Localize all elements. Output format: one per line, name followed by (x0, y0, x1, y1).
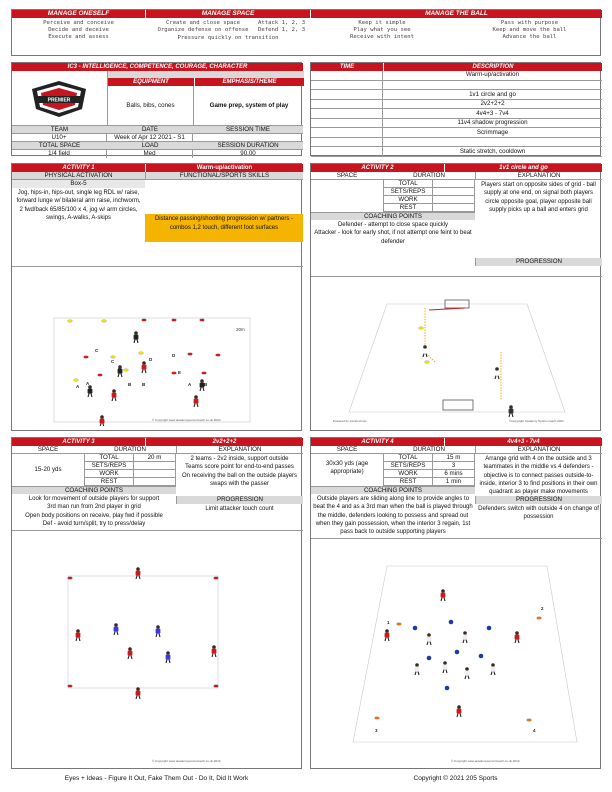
schedule-row (311, 100, 602, 110)
duration-row-value: 1 min (433, 478, 475, 485)
cone-icon (172, 372, 177, 375)
cone-icon (139, 352, 144, 355)
pitch-outline (54, 318, 250, 422)
position-label: A (76, 384, 80, 389)
cone-icon (419, 327, 424, 330)
schedule-time (311, 100, 383, 109)
duration-row-value: 6 mins (433, 470, 475, 477)
coaching-points-header: COACHING POINTS (12, 486, 176, 494)
progression-header: PROGRESSION (475, 496, 602, 504)
cone-icon (172, 319, 177, 322)
duration-row-value (134, 462, 176, 469)
duration-header: DURATION (84, 446, 176, 454)
schedule-description: 1v1 circle and go (469, 90, 516, 98)
cone-icon (202, 372, 207, 375)
schedule-row (311, 138, 602, 148)
progression-text: Defenders switch with outside 4 on change of possession (478, 506, 599, 520)
session-banner: IC3 - INTELLIGENCE, COMPETENCE, COURAGE, CHARACTER (12, 63, 303, 71)
marker-icon (413, 626, 418, 631)
progression-text: Limit attacker touch count (205, 506, 274, 512)
emphasis-label: EMPHASIS/THEME (194, 78, 304, 86)
duration-row (383, 196, 475, 204)
distance-label: 20m (236, 327, 245, 332)
duration-row (383, 470, 475, 478)
duration-row (383, 188, 475, 196)
duration-row-label: TOTAL (383, 180, 433, 187)
schedule-description: 11v4 shadow progression (457, 119, 528, 127)
position-label: E (118, 367, 122, 372)
position-label: C (111, 359, 115, 364)
schedule-row (311, 119, 602, 129)
coaching-points-text: Defender - attempt to close space quickly Attacker - look for early shot, if not attempt one feint to beat defender (314, 222, 472, 245)
schedule-rows (311, 71, 602, 157)
duration-header: DURATION (383, 446, 475, 454)
duration-row-label: TOTAL (84, 454, 134, 461)
duration-rows (383, 180, 475, 212)
position-label: B (142, 382, 146, 387)
session-duration-label: SESSION DURATION (217, 142, 279, 149)
duration-header: DURATION (383, 172, 475, 180)
activity-1-copyright: © Copyright www.academysoccercoach.co.uk 2020 (152, 418, 221, 422)
team-label: TEAM (50, 126, 69, 133)
load-label: LOAD (141, 142, 159, 149)
position-label: A (188, 382, 192, 387)
schedule-time (311, 109, 383, 118)
marker-icon (445, 686, 450, 691)
functional-skills-header: FUNCTIONAL/SPORTS SKILLS (145, 172, 303, 180)
space-value: 30x30 yds (age appropriate) (325, 460, 369, 475)
cone-icon (98, 374, 103, 377)
schedule-time (311, 71, 383, 80)
duration-row-value (134, 470, 176, 477)
duration-row (84, 478, 176, 486)
date-label: DATE (141, 126, 159, 133)
load-value: Med (107, 150, 193, 158)
duration-row (383, 204, 475, 212)
pitch-outline (349, 304, 565, 412)
space-header: SPACE (12, 446, 84, 454)
activity-1 (11, 163, 302, 431)
activity-1-diagram (18, 276, 298, 426)
activity-3-name: 2v2+2+2 (145, 438, 303, 446)
duration-row-label: SETS/REPS (383, 462, 433, 469)
schedule-description: Warm-up/activation (465, 71, 520, 79)
duration-row-label: REST (383, 204, 433, 211)
position-label: C (95, 348, 99, 353)
marker-icon (487, 626, 492, 631)
position-label: E (178, 370, 182, 375)
schedule-description (383, 138, 602, 147)
cone-icon (216, 354, 221, 357)
coaching-points-text: Look for movement of outside players for support 3rd man run from 2nd player in grid Open body positions on receive, play fwd if possible Def - avoid turn/split, try to press/delay (25, 496, 163, 527)
cone-icon (74, 379, 79, 382)
activity-3-label: ACTIVITY 3 (12, 438, 145, 446)
space-value (311, 180, 383, 212)
cone-icon (84, 356, 89, 359)
zone-number: 4 (533, 728, 536, 733)
cone-icon (68, 685, 73, 688)
duration-row-value (134, 478, 176, 485)
schedule-description: 4v4+3 - 7v4 (476, 109, 509, 117)
activity-4 (310, 437, 601, 769)
emphasis-value: Game prep, system of play (209, 102, 289, 109)
duration-rows (383, 454, 475, 486)
duration-row-label: SETS/REPS (84, 462, 134, 469)
duration-row-label: WORK (383, 470, 433, 477)
space-header: SPACE (311, 446, 383, 454)
schedule-description: 2v2+2+2 (480, 100, 505, 108)
total-space-label: TOTAL SPACE (38, 142, 81, 149)
activity-3-diagram (18, 534, 298, 766)
schedule-row (311, 90, 602, 100)
marker-icon (449, 620, 454, 625)
schedule-time (311, 90, 383, 99)
physical-activation-text: Jog, hips-in, hips-out, single leg RDL w/ raise, forward lunge w/ bilateral arm raise, inchworm, 2 fwd/back 65/85/100 x 4, jog w/ arm circles, swings, A-walks, A-skips (16, 190, 141, 221)
team-row-values (12, 133, 303, 141)
schedule-row (311, 71, 602, 81)
cone-icon (537, 617, 542, 620)
activity-4-diagram (317, 542, 597, 766)
activity-4-copyright: © Copyright www.academysoccercoach.co.uk 2019 (451, 759, 520, 763)
equipment-value: Balls, bibs, cones (108, 86, 194, 125)
explanation-header: EXPLANATION (475, 172, 602, 180)
explanation-text: 2 teams - 2v2 inside, support outside Teams score point for end-to-end passes On receiving the ball on the outside players swaps with the passer (181, 456, 298, 487)
manage-space-left: Create and close space Organize defense on offense (157, 20, 249, 34)
cone-icon (527, 719, 532, 722)
activity-2-copyright: ©Copyright Academy Sports Coach 2021 (509, 419, 564, 423)
physical-activation-header: PHYSICAL ACTIVATION (12, 172, 145, 180)
schedule-row (311, 147, 602, 157)
cone-icon (214, 685, 219, 688)
coaching-points-header: COACHING POINTS (311, 212, 475, 220)
team-value: U10+ (12, 134, 107, 142)
manage-oneself-title: MANAGE ONESELF (12, 10, 145, 18)
cone-icon (111, 356, 116, 359)
cone-icon (397, 623, 402, 626)
schedule-time (311, 81, 383, 90)
explanation-header: EXPLANATION (176, 446, 303, 454)
player-icon (136, 687, 141, 699)
svg-text:PREMIER: PREMIER (47, 97, 71, 104)
duration-row-value: 3 (433, 462, 475, 469)
description-header: DESCRIPTION (383, 63, 602, 71)
manage-space-title: MANAGE SPACE (145, 10, 310, 18)
outer-grid (68, 576, 218, 688)
marker-icon (455, 650, 460, 655)
session-duration-value: 90.00 (240, 150, 256, 157)
duration-row-label: REST (84, 478, 134, 485)
activity-1-label: ACTIVITY 1 (12, 164, 145, 172)
schedule-description (383, 81, 602, 90)
team-row-labels (12, 125, 303, 133)
explanation-text: Players start on opposite sides of grid - ball supply at one end, on signal both players circle opposite goal, player opposite ball supply picks up a ball and enters grid (481, 182, 596, 213)
position-label: D (149, 357, 153, 362)
header-strip (11, 9, 601, 56)
space-row-values (12, 149, 303, 157)
equipment-label: EQUIPMENT (108, 78, 194, 86)
space-header: SPACE (311, 172, 383, 180)
schedule-time (311, 138, 383, 147)
zone-number: 1 (387, 620, 390, 625)
date-value: Week of Apr 12 2021 - S1 (107, 134, 193, 142)
session-info (11, 62, 302, 156)
duration-row (84, 470, 176, 478)
equip-emphasis (107, 71, 303, 125)
time-header: TIME (311, 63, 383, 71)
space-row-labels (12, 141, 303, 149)
activity-4-label: ACTIVITY 4 (311, 438, 444, 446)
schedule-row (311, 81, 602, 91)
manage-space-bottom: Pressure quickly on transition (177, 35, 279, 41)
footer-right: Copyright © 2021 205 Sports (413, 775, 498, 782)
activity-2-powered: Powered by sixcloud.com (333, 419, 368, 423)
marker-icon (427, 656, 432, 661)
position-label: B (128, 382, 132, 387)
schedule-time (311, 147, 383, 156)
player-icon (100, 415, 105, 426)
functional-skills-text: Distance passing/shooting progression w/ partners - combos 1,2 touch, different foot surfaces (145, 214, 303, 242)
duration-row-value (433, 188, 475, 195)
activity-2-label: ACTIVITY 2 (311, 164, 444, 172)
activity-3-copyright: © Copyright www.academysoccercoach.co.uk 2019 (152, 759, 221, 763)
club-logo (24, 79, 94, 119)
duration-rows (84, 454, 176, 486)
manage-oneself-lines: Perceive and conceive Decide and deceive Execute and assess (43, 20, 114, 41)
box-label: Box-5 (12, 180, 145, 188)
position-label: D (172, 353, 176, 358)
marker-icon (479, 654, 484, 659)
position-label: B (204, 382, 208, 387)
logo-shield-icon (24, 79, 94, 119)
activity-2-name: 1v1 circle and go (444, 164, 602, 172)
duration-row (383, 478, 475, 486)
manage-ball-right: Pass with purpose Keep and move the ball Advance the ball (492, 20, 567, 41)
manage-ball-title: MANAGE THE BALL (310, 10, 602, 18)
duration-row-label: REST (383, 478, 433, 485)
manage-ball-left: Keep it simple Play what you see Receive with intent (350, 20, 414, 41)
duration-row-value: 15 m (433, 454, 475, 461)
zone-number: 2 (541, 606, 544, 611)
duration-row-label: TOTAL (383, 454, 433, 461)
explanation-header: EXPLANATION (475, 446, 602, 454)
space-value: 15-20 yds (34, 466, 62, 473)
manage-space-right: Attack 1, 2, 3 Defend 1, 2, 3 (258, 20, 306, 34)
zone-number: 3 (375, 728, 378, 733)
schedule-time (311, 128, 383, 137)
pitch-outline (353, 566, 577, 742)
cone-icon (375, 717, 380, 720)
activity-2-diagram (317, 282, 597, 426)
schedule (310, 62, 601, 156)
duration-row-value (433, 180, 475, 187)
footer-left: Eyes + Ideas - Figure It Out, Fake Them Out - Do It, Did It Work (64, 775, 249, 782)
coaching-points-header: COACHING POINTS (311, 486, 475, 494)
duration-row-label: SETS/REPS (383, 188, 433, 195)
schedule-description: Scrimmage (476, 128, 509, 136)
duration-row-value (433, 196, 475, 203)
progression-header: PROGRESSION (475, 258, 602, 266)
duration-row-label: WORK (383, 196, 433, 203)
cone-icon (214, 577, 219, 580)
duration-row-label: WORK (84, 470, 134, 477)
position-label: A (86, 381, 90, 386)
duration-row (84, 462, 176, 470)
schedule-time (311, 119, 383, 128)
progression-text (475, 266, 602, 276)
cone-icon (124, 369, 129, 372)
activity-1-name: Warm-up/activation (145, 164, 303, 172)
schedule-description: Static stretch, cooldown (459, 147, 526, 155)
cone-icon (102, 320, 107, 323)
duration-row-value: 20 m (134, 454, 176, 461)
schedule-row (311, 128, 602, 138)
duration-row-value (433, 204, 475, 211)
coaching-points-text: Outside players are sliding along line to provide angles to beat the 4 and as a 3rd man when the ball is played through the middle, defenders looking to possess and spread out when they gain possession, when the interior 3 regain, 1st pass back to outside supporting players (313, 496, 473, 536)
cone-icon (425, 361, 430, 364)
activity-4-name: 4v4+3 - 7v4 (444, 438, 602, 446)
cone-icon (200, 319, 205, 322)
schedule-row (311, 109, 602, 119)
player-icon (509, 405, 514, 417)
progression-header: PROGRESSION (176, 496, 303, 504)
cone-icon (68, 577, 73, 580)
total-space-value: 1/4 field (12, 150, 107, 158)
explanation-text: Arrange grid with 4 on the outside and 3 teammates in the middle vs 4 defenders - objective is to connect passes outside-to-inside, interior 3 to find positions in their own quadrant as player make movements (479, 456, 598, 496)
activity-3 (11, 437, 302, 769)
session-time-label: SESSION TIME (226, 126, 270, 133)
activity-2 (310, 163, 601, 431)
cone-icon (68, 320, 73, 323)
cone-icon (142, 319, 147, 322)
cone-icon (188, 353, 193, 356)
